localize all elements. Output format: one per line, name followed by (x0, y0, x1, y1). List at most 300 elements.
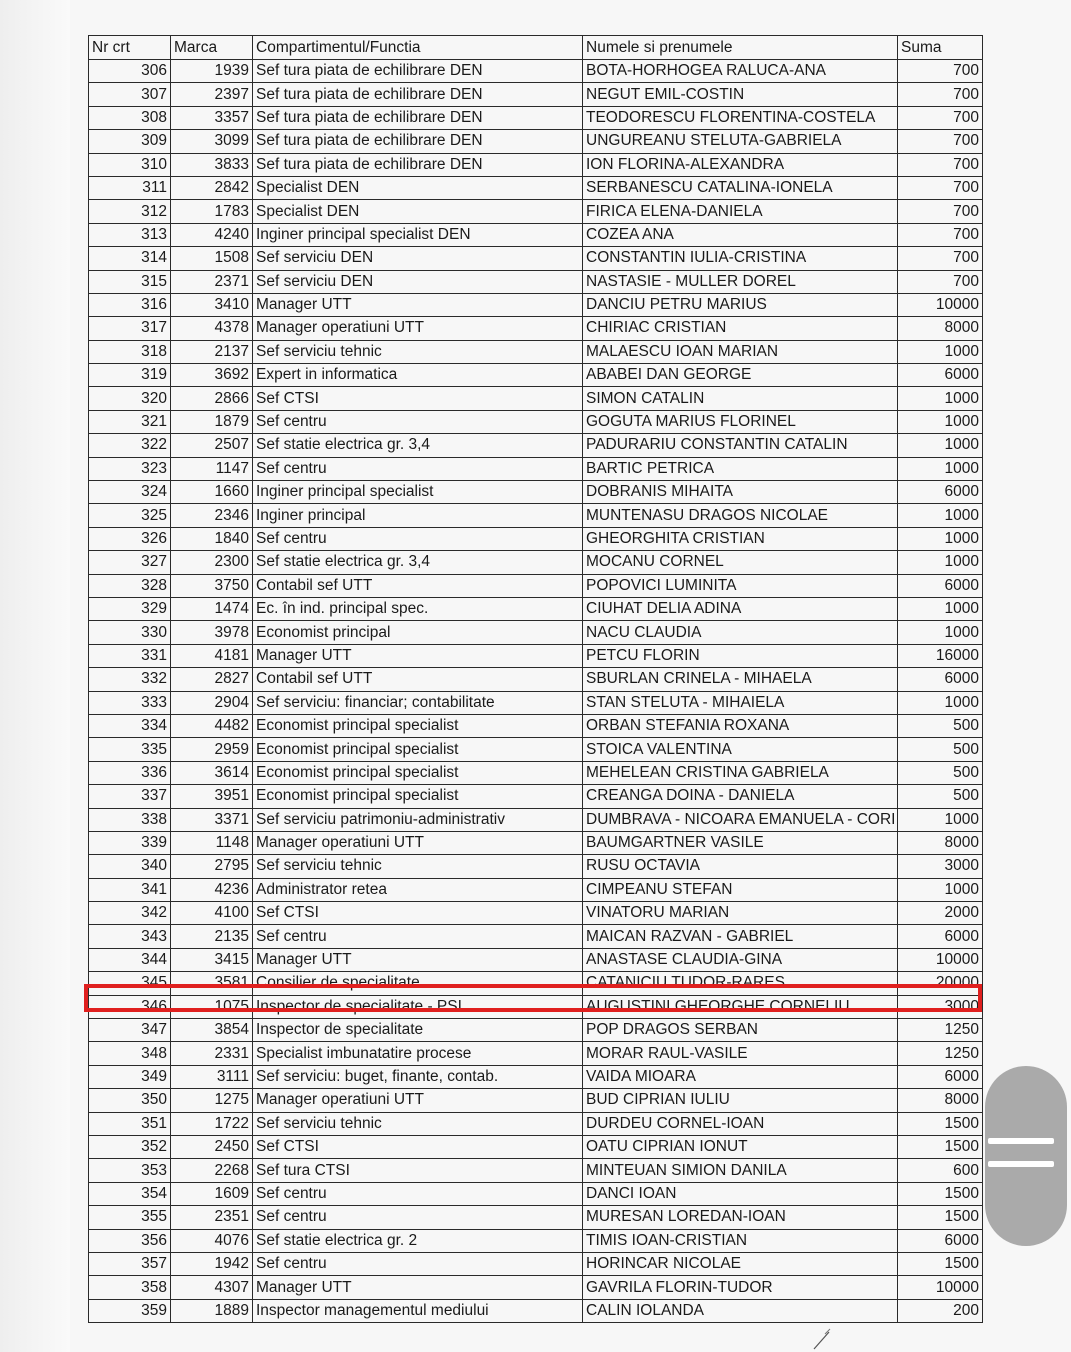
table-row (89, 1112, 983, 1135)
table-row (89, 831, 983, 854)
cell-suma: 6000 (898, 574, 983, 597)
cell-marca: 3371 (171, 808, 253, 831)
table-row (89, 1089, 983, 1112)
header-row (89, 36, 983, 60)
cell-suma: 1500 (898, 1252, 983, 1275)
cell-nume: BAUMGARTNER VASILE (583, 831, 898, 854)
cell-compartiment: Sef serviciu tehnic (253, 855, 583, 878)
cell-marca: 3357 (171, 106, 253, 129)
cell-marca: 1148 (171, 831, 253, 854)
cell-suma: 1000 (898, 434, 983, 457)
cell-suma: 700 (898, 200, 983, 223)
cell-suma: 1500 (898, 1206, 983, 1229)
table-row (89, 597, 983, 620)
cell-nume: MORAR RAUL-VASILE (583, 1042, 898, 1065)
table-row (89, 1252, 983, 1275)
header-compartiment: Compartimentul/Functia (253, 36, 583, 60)
cell-nume: POPOVICI LUMINITA (583, 574, 898, 597)
cell-suma: 10000 (898, 948, 983, 971)
cell-marca: 2866 (171, 387, 253, 410)
cell-marca: 4482 (171, 714, 253, 737)
cell-marca: 2904 (171, 691, 253, 714)
cell-suma: 1250 (898, 1042, 983, 1065)
cell-suma: 1000 (898, 457, 983, 480)
cell-nr-crt: 334 (89, 714, 171, 737)
cell-compartiment: Sef centru (253, 1252, 583, 1275)
table-row (89, 902, 983, 925)
cell-nume: MURESAN LOREDAN-IOAN (583, 1206, 898, 1229)
cell-suma: 3000 (898, 995, 983, 1018)
cell-nr-crt: 322 (89, 434, 171, 457)
cell-nr-crt: 354 (89, 1182, 171, 1205)
header-nume: Numele si prenumele (583, 36, 898, 60)
cell-compartiment: Specialist imbunatatire procese (253, 1042, 583, 1065)
cell-nume: TIMIS IOAN-CRISTIAN (583, 1229, 898, 1252)
cell-marca: 1660 (171, 481, 253, 504)
cell-suma: 16000 (898, 644, 983, 667)
cell-compartiment: Inspector de specialitate - PSI (253, 995, 583, 1018)
cell-suma: 700 (898, 176, 983, 199)
cell-nume: ANASTASE CLAUDIA-GINA (583, 948, 898, 971)
cell-suma: 8000 (898, 831, 983, 854)
cell-compartiment: Sef tura piata de echilibrare DEN (253, 60, 583, 83)
cell-compartiment: Economist principal (253, 621, 583, 644)
table-row (89, 200, 983, 223)
table-row (89, 738, 983, 761)
table-row (89, 948, 983, 971)
table-row (89, 1159, 983, 1182)
cell-compartiment: Economist principal specialist (253, 738, 583, 761)
cell-nr-crt: 326 (89, 527, 171, 550)
cell-nume: CIUHAT DELIA ADINA (583, 597, 898, 620)
handle-line-icon (988, 1161, 1054, 1167)
cell-nr-crt: 317 (89, 317, 171, 340)
pen-mark-icon (812, 1328, 832, 1350)
cell-nume: VINATORU MARIAN (583, 902, 898, 925)
cell-nr-crt: 310 (89, 153, 171, 176)
cell-suma: 1000 (898, 621, 983, 644)
cell-nr-crt: 341 (89, 878, 171, 901)
cell-nr-crt: 323 (89, 457, 171, 480)
cell-nume: CIMPEANU STEFAN (583, 878, 898, 901)
cell-compartiment: Sef centru (253, 410, 583, 433)
cell-compartiment: Sef tura piata de echilibrare DEN (253, 106, 583, 129)
cell-compartiment: Manager UTT (253, 644, 583, 667)
table-row (89, 410, 983, 433)
cell-marca: 2827 (171, 668, 253, 691)
cell-nr-crt: 347 (89, 1019, 171, 1042)
cell-compartiment: Sef CTSI (253, 387, 583, 410)
cell-suma: 700 (898, 60, 983, 83)
cell-compartiment: Sef tura piata de echilibrare DEN (253, 130, 583, 153)
cell-marca: 4076 (171, 1229, 253, 1252)
table-row (89, 130, 983, 153)
cell-suma: 10000 (898, 1276, 983, 1299)
cell-marca: 3099 (171, 130, 253, 153)
cell-nr-crt: 348 (89, 1042, 171, 1065)
cell-compartiment: Sef centru (253, 925, 583, 948)
cell-suma: 1500 (898, 1112, 983, 1135)
table-row (89, 855, 983, 878)
cell-compartiment: Sef centru (253, 1182, 583, 1205)
cell-nr-crt: 315 (89, 270, 171, 293)
cell-marca: 2135 (171, 925, 253, 948)
cell-nume: DANCIU PETRU MARIUS (583, 293, 898, 316)
cell-nume: MUNTENASU DRAGOS NICOLAE (583, 504, 898, 527)
cell-nr-crt: 353 (89, 1159, 171, 1182)
cell-nr-crt: 345 (89, 972, 171, 995)
cell-nr-crt: 327 (89, 551, 171, 574)
table-row (89, 761, 983, 784)
cell-nr-crt: 344 (89, 948, 171, 971)
cell-marca: 3410 (171, 293, 253, 316)
cell-nume: CREANGA DOINA - DANIELA (583, 785, 898, 808)
cell-suma: 200 (898, 1299, 983, 1322)
cell-compartiment: Inginer principal specialist DEN (253, 223, 583, 246)
cell-nr-crt: 313 (89, 223, 171, 246)
cell-marca: 3581 (171, 972, 253, 995)
cell-suma: 6000 (898, 364, 983, 387)
cell-nr-crt: 311 (89, 176, 171, 199)
cell-suma: 1000 (898, 527, 983, 550)
cell-suma: 6000 (898, 1229, 983, 1252)
cell-compartiment: Sef centru (253, 527, 583, 550)
table-row (89, 364, 983, 387)
cell-compartiment: Sef serviciu tehnic (253, 340, 583, 363)
cell-compartiment: Manager UTT (253, 293, 583, 316)
cell-suma: 700 (898, 106, 983, 129)
scan-edge (0, 0, 70, 1352)
cell-compartiment: Sef tura CTSI (253, 1159, 583, 1182)
cell-nr-crt: 342 (89, 902, 171, 925)
cell-marca: 1879 (171, 410, 253, 433)
cell-marca: 3833 (171, 153, 253, 176)
cell-compartiment: Inspector de specialitate (253, 1019, 583, 1042)
cell-compartiment: Sef centru (253, 1206, 583, 1229)
cell-compartiment: Inginer principal (253, 504, 583, 527)
cell-nr-crt: 356 (89, 1229, 171, 1252)
cell-nume: CONSTANTIN IULIA-CRISTINA (583, 247, 898, 270)
cell-nume: SBURLAN CRINELA - MIHAELA (583, 668, 898, 691)
cell-nume: HORINCAR NICOLAE (583, 1252, 898, 1275)
cell-marca: 2959 (171, 738, 253, 761)
bonus-table (88, 35, 983, 1323)
cell-compartiment: Sef CTSI (253, 1135, 583, 1158)
table-row (89, 1019, 983, 1042)
cell-nume: MOCANU CORNEL (583, 551, 898, 574)
cell-suma: 1500 (898, 1135, 983, 1158)
cell-nume: PADURARIU CONSTANTIN CATALIN (583, 434, 898, 457)
cell-compartiment: Sef statie electrica gr. 2 (253, 1229, 583, 1252)
cell-suma: 8000 (898, 1089, 983, 1112)
cell-compartiment: Contabil sef UTT (253, 668, 583, 691)
cell-nr-crt: 306 (89, 60, 171, 83)
cell-marca: 2300 (171, 551, 253, 574)
cell-suma: 1000 (898, 691, 983, 714)
cell-nume: BUD CIPRIAN IULIU (583, 1089, 898, 1112)
cell-nume: MALAESCU IOAN MARIAN (583, 340, 898, 363)
table-row (89, 1135, 983, 1158)
cell-nr-crt: 324 (89, 481, 171, 504)
table-row (89, 247, 983, 270)
cell-nume: MEHELEAN CRISTINA GABRIELA (583, 761, 898, 784)
table-row (89, 340, 983, 363)
table-row (89, 223, 983, 246)
cell-compartiment: Sef centru (253, 457, 583, 480)
table-row (89, 83, 983, 106)
table-row (89, 527, 983, 550)
table-row (89, 1206, 983, 1229)
table-row (89, 504, 983, 527)
table-row (89, 808, 983, 831)
cell-nume: DUMBRAVA - NICOARA EMANUELA - CORI (583, 808, 898, 831)
cell-marca: 2351 (171, 1206, 253, 1229)
table-row (89, 551, 983, 574)
cell-nume: NEGUT EMIL-COSTIN (583, 83, 898, 106)
cell-compartiment: Sef tura piata de echilibrare DEN (253, 153, 583, 176)
header-nr-crt: Nr crt (89, 36, 171, 60)
cell-marca: 3951 (171, 785, 253, 808)
cell-marca: 4378 (171, 317, 253, 340)
cell-nr-crt: 332 (89, 668, 171, 691)
table-row (89, 293, 983, 316)
cell-suma: 6000 (898, 925, 983, 948)
cell-suma: 1000 (898, 551, 983, 574)
table-row (89, 1299, 983, 1322)
table-row (89, 691, 983, 714)
cell-nume: POP DRAGOS SERBAN (583, 1019, 898, 1042)
cell-compartiment: Economist principal specialist (253, 785, 583, 808)
cell-suma: 500 (898, 761, 983, 784)
cell-marca: 4236 (171, 878, 253, 901)
cell-nr-crt: 349 (89, 1065, 171, 1088)
cell-suma: 1000 (898, 878, 983, 901)
table-row (89, 644, 983, 667)
cell-marca: 2795 (171, 855, 253, 878)
cell-marca: 3111 (171, 1065, 253, 1088)
cell-marca: 1783 (171, 200, 253, 223)
table-row (89, 1229, 983, 1252)
cell-nume: NASTASIE - MULLER DOREL (583, 270, 898, 293)
cell-compartiment: Administrator retea (253, 878, 583, 901)
table-row (89, 972, 983, 995)
cell-marca: 1075 (171, 995, 253, 1018)
cell-marca: 4100 (171, 902, 253, 925)
cell-nr-crt: 350 (89, 1089, 171, 1112)
header-marca: Marca (171, 36, 253, 60)
cell-compartiment: Sef CTSI (253, 902, 583, 925)
cell-compartiment: Manager UTT (253, 948, 583, 971)
table-row (89, 176, 983, 199)
table-row (89, 621, 983, 644)
cell-nume: SIMON CATALIN (583, 387, 898, 410)
cell-nr-crt: 359 (89, 1299, 171, 1322)
cell-compartiment: Manager UTT (253, 1276, 583, 1299)
scroll-handle[interactable] (985, 1066, 1067, 1246)
cell-suma: 1000 (898, 410, 983, 433)
cell-compartiment: Sef statie electrica gr. 3,4 (253, 551, 583, 574)
cell-marca: 2346 (171, 504, 253, 527)
cell-nr-crt: 339 (89, 831, 171, 854)
cell-nume: UNGUREANU STELUTA-GABRIELA (583, 130, 898, 153)
cell-suma: 6000 (898, 1065, 983, 1088)
table-container (88, 35, 982, 1323)
cell-nr-crt: 331 (89, 644, 171, 667)
cell-suma: 1000 (898, 504, 983, 527)
cell-compartiment: Manager operatiuni UTT (253, 831, 583, 854)
cell-compartiment: Economist principal specialist (253, 714, 583, 737)
cell-marca: 3978 (171, 621, 253, 644)
cell-compartiment: Economist principal specialist (253, 761, 583, 784)
cell-suma: 1500 (898, 1182, 983, 1205)
header-suma: Suma (898, 36, 983, 60)
cell-compartiment: Sef serviciu: buget, finante, contab. (253, 1065, 583, 1088)
cell-suma: 700 (898, 130, 983, 153)
cell-nr-crt: 314 (89, 247, 171, 270)
cell-marca: 1939 (171, 60, 253, 83)
cell-suma: 10000 (898, 293, 983, 316)
table-row (89, 668, 983, 691)
cell-marca: 1889 (171, 1299, 253, 1322)
cell-nume: BOTA-HORHOGEA RALUCA-ANA (583, 60, 898, 83)
cell-nr-crt: 346 (89, 995, 171, 1018)
table-body (89, 60, 983, 1323)
cell-compartiment: Inginer principal specialist (253, 481, 583, 504)
table-row (89, 317, 983, 340)
cell-nr-crt: 316 (89, 293, 171, 316)
cell-nr-crt: 358 (89, 1276, 171, 1299)
cell-suma: 1000 (898, 340, 983, 363)
cell-compartiment: Specialist DEN (253, 200, 583, 223)
cell-nr-crt: 335 (89, 738, 171, 761)
cell-marca: 3415 (171, 948, 253, 971)
cell-nr-crt: 321 (89, 410, 171, 433)
table-row (89, 434, 983, 457)
table-row (89, 60, 983, 83)
cell-compartiment: Sef serviciu patrimoniu-administrativ (253, 808, 583, 831)
cell-suma: 3000 (898, 855, 983, 878)
handle-line-icon (988, 1138, 1054, 1144)
table-row (89, 1182, 983, 1205)
cell-compartiment: Sef serviciu tehnic (253, 1112, 583, 1135)
cell-compartiment: Sef statie electrica gr. 3,4 (253, 434, 583, 457)
cell-nume: GAVRILA FLORIN-TUDOR (583, 1276, 898, 1299)
table-row (89, 574, 983, 597)
cell-marca: 1942 (171, 1252, 253, 1275)
cell-suma: 700 (898, 223, 983, 246)
cell-nume: STAN STELUTA - MIHAIELA (583, 691, 898, 714)
cell-suma: 20000 (898, 972, 983, 995)
cell-nr-crt: 319 (89, 364, 171, 387)
cell-nume: TEODORESCU FLORENTINA-COSTELA (583, 106, 898, 129)
table-row (89, 1276, 983, 1299)
table-row (89, 153, 983, 176)
cell-nr-crt: 337 (89, 785, 171, 808)
cell-nume: DOBRANIS MIHAITA (583, 481, 898, 504)
cell-nr-crt: 329 (89, 597, 171, 620)
cell-nr-crt: 308 (89, 106, 171, 129)
cell-suma: 700 (898, 270, 983, 293)
cell-marca: 2371 (171, 270, 253, 293)
cell-compartiment: Specialist DEN (253, 176, 583, 199)
cell-nr-crt: 343 (89, 925, 171, 948)
cell-nume: RUSU OCTAVIA (583, 855, 898, 878)
cell-compartiment: Consilier de specialitate (253, 972, 583, 995)
cell-nr-crt: 318 (89, 340, 171, 363)
cell-nr-crt: 328 (89, 574, 171, 597)
cell-marca: 2397 (171, 83, 253, 106)
cell-marca: 1147 (171, 457, 253, 480)
cell-nr-crt: 307 (89, 83, 171, 106)
table-row (89, 925, 983, 948)
table-row (89, 785, 983, 808)
cell-suma: 1250 (898, 1019, 983, 1042)
cell-nr-crt: 330 (89, 621, 171, 644)
cell-marca: 2137 (171, 340, 253, 363)
cell-compartiment: Manager operatiuni UTT (253, 1089, 583, 1112)
cell-marca: 1474 (171, 597, 253, 620)
cell-suma: 6000 (898, 481, 983, 504)
cell-nume: DURDEU CORNEL-IOAN (583, 1112, 898, 1135)
cell-nume: NACU CLAUDIA (583, 621, 898, 644)
cell-suma: 500 (898, 785, 983, 808)
cell-nr-crt: 352 (89, 1135, 171, 1158)
cell-suma: 700 (898, 153, 983, 176)
cell-nume: COZEA ANA (583, 223, 898, 246)
cell-suma: 1000 (898, 597, 983, 620)
cell-nume: GOGUTA MARIUS FLORINEL (583, 410, 898, 433)
cell-suma: 500 (898, 738, 983, 761)
cell-marca: 3854 (171, 1019, 253, 1042)
table-row (89, 270, 983, 293)
cell-nume: MINTEUAN SIMION DANILA (583, 1159, 898, 1182)
cell-nr-crt: 351 (89, 1112, 171, 1135)
cell-marca: 4181 (171, 644, 253, 667)
cell-nume: AUGUSTINI GHEORGHE CORNELIU (583, 995, 898, 1018)
table-row (89, 387, 983, 410)
cell-compartiment: Sef tura piata de echilibrare DEN (253, 83, 583, 106)
cell-suma: 700 (898, 247, 983, 270)
cell-marca: 4307 (171, 1276, 253, 1299)
cell-compartiment: Sef serviciu: financiar; contabilitate (253, 691, 583, 714)
cell-nume: PETCU FLORIN (583, 644, 898, 667)
cell-suma: 1000 (898, 387, 983, 410)
table-row (89, 457, 983, 480)
cell-nume: MAICAN RAZVAN - GABRIEL (583, 925, 898, 948)
table-row (89, 1065, 983, 1088)
cell-suma: 1000 (898, 808, 983, 831)
cell-compartiment: Ec. în ind. principal spec. (253, 597, 583, 620)
cell-marca: 2450 (171, 1135, 253, 1158)
cell-nr-crt: 355 (89, 1206, 171, 1229)
cell-marca: 4240 (171, 223, 253, 246)
cell-nume: FIRICA ELENA-DANIELA (583, 200, 898, 223)
cell-nume: ABABEI DAN GEORGE (583, 364, 898, 387)
cell-nume: CHIRIAC CRISTIAN (583, 317, 898, 340)
cell-nr-crt: 333 (89, 691, 171, 714)
cell-suma: 700 (898, 83, 983, 106)
cell-marca: 1275 (171, 1089, 253, 1112)
table-row (89, 878, 983, 901)
cell-marca: 1722 (171, 1112, 253, 1135)
cell-marca: 3750 (171, 574, 253, 597)
cell-compartiment: Expert in informatica (253, 364, 583, 387)
cell-suma: 6000 (898, 668, 983, 691)
cell-nr-crt: 309 (89, 130, 171, 153)
cell-nr-crt: 357 (89, 1252, 171, 1275)
cell-nume: OATU CIPRIAN IONUT (583, 1135, 898, 1158)
cell-marca: 3614 (171, 761, 253, 784)
